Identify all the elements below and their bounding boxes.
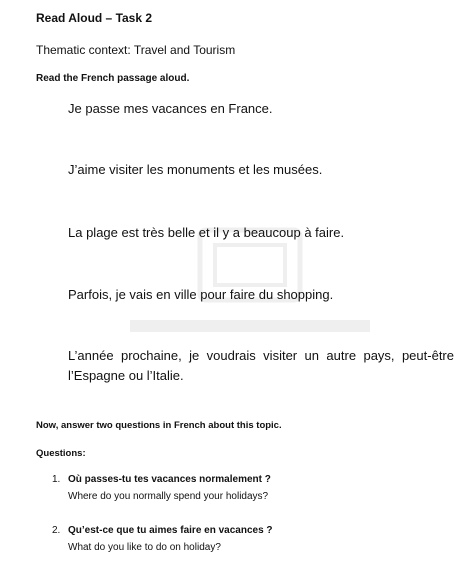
questions-heading: Questions: <box>36 448 86 459</box>
passage-sentence: Je passe mes vacances en France. <box>68 101 273 116</box>
thematic-context: Thematic context: Travel and Tourism <box>36 43 236 57</box>
answer-instruction: Now, answer two questions in French about this topic. <box>36 420 282 431</box>
question-number: 2. <box>52 525 61 536</box>
passage-sentence: La plage est très belle et il y a beaucoup à faire. <box>68 225 345 240</box>
passage-sentence: Parfois, je vais en ville pour faire du shopping. <box>68 287 334 302</box>
question-french: Où passes-tu tes vacances normalement ? <box>68 474 271 485</box>
question-english: What do you like to do on holiday? <box>68 542 221 553</box>
page-title: Read Aloud – Task 2 <box>36 11 153 25</box>
question-french: Qu’est-ce que tu aimes faire en vacances ? <box>68 525 273 536</box>
question-number: 1. <box>52 474 61 485</box>
instruction: Read the French passage aloud. <box>36 73 190 84</box>
passage-sentence: L’année prochaine, je voudrais visiter un autre pays, peut-être l’Espagne ou l’Italie. <box>68 348 454 383</box>
question-english: Where do you normally spend your holidays? <box>68 491 269 502</box>
passage-sentence: J’aime visiter les monuments et les musées. <box>68 162 323 177</box>
